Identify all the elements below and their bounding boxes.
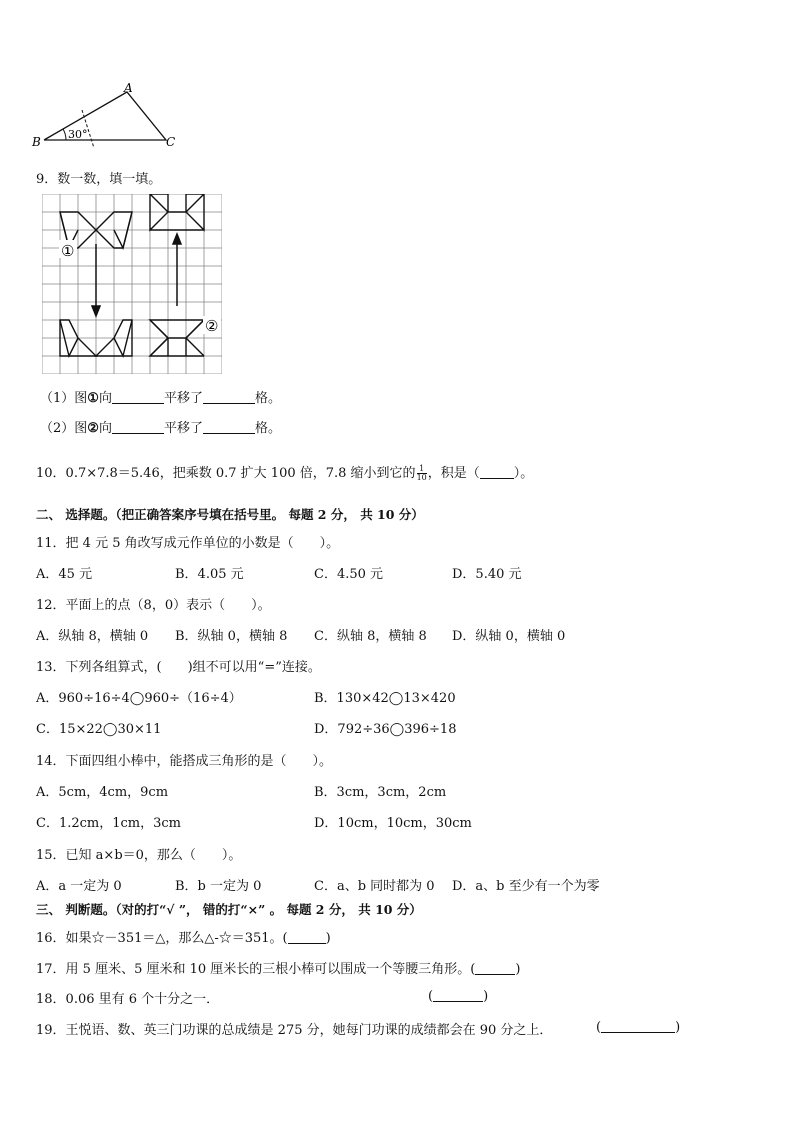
q11-option-c[interactable]: C．4.50 元: [314, 567, 384, 582]
figure-1-label: ①: [61, 242, 75, 260]
q15-option-a[interactable]: A．a 一定为 0: [36, 879, 122, 894]
q14-option-d[interactable]: D．10cm，10cm，30cm: [314, 816, 472, 831]
q18-prompt: 18．0.06 里有 6 个十分之一．: [36, 992, 220, 1007]
q17-prompt: 17．用 5 厘米、5 厘米和 10 厘米长的三根小棒可以围成一个等腰三角形。( ): [36, 962, 521, 977]
q11-option-d[interactable]: D．5.40 元: [452, 567, 522, 582]
q16-prompt: 16．如果☆－351＝△，那么△-☆＝351。( ): [36, 931, 331, 946]
q10-prompt: 10．0.7×7.8＝5.46，把乘数 0.7 扩大 100 倍，7.8 缩小到它的 $\frac{1}{10}$ ，积是（ ）。: [36, 464, 534, 482]
q12-option-a[interactable]: A．纵轴 8，横轴 0: [36, 629, 149, 644]
q15-prompt: 15．已知 a×b＝0，那么（ ）。: [36, 848, 242, 863]
q14-option-b[interactable]: B．3cm，3cm，2cm: [314, 785, 447, 800]
q11-option-b[interactable]: B．4.05 元: [175, 567, 244, 582]
figure-2-label: ②: [205, 317, 219, 335]
q18-answer: ( ): [428, 989, 489, 1004]
vertex-label-b: B: [32, 135, 41, 149]
q14-option-c[interactable]: C．1.2cm，1cm，3cm: [36, 816, 181, 831]
q9-sub2-direction-blank[interactable]: [112, 420, 164, 434]
q19-answer-blank[interactable]: [601, 1019, 675, 1033]
q9-sub1-distance-blank[interactable]: [203, 390, 255, 404]
q9-sub2: （2）图②向 平移了 格。: [40, 421, 281, 436]
circle-2-label: ②: [87, 421, 99, 436]
arrow-up: [173, 234, 181, 306]
q11-prompt: 11．把 4 元 5 角改写成元作单位的小数是（ ）。: [36, 536, 340, 551]
section3-title: 三、 判断题。（对的打“√ ”， 错的打“×” 。 每题 2 分， 共 10 分）: [36, 902, 422, 917]
q12-prompt: 12．平面上的点（8，0）表示（ ）。: [36, 598, 271, 613]
q13-option-a[interactable]: A．960÷16÷4◯960÷（16÷4）: [36, 691, 242, 706]
q12-option-b[interactable]: B．纵轴 0，横轴 8: [175, 629, 288, 644]
q17-answer-blank[interactable]: [475, 961, 515, 975]
q15-option-c[interactable]: C．a、b 同时都为 0: [314, 879, 435, 894]
q12-option-d[interactable]: D．纵轴 0，横轴 0: [452, 629, 566, 644]
q9-sub1: （1）图①向 平移了 格。: [40, 391, 281, 406]
q13-option-b[interactable]: B．130×42◯13×420: [314, 691, 456, 706]
q9-text: 数一数，填一填。: [57, 172, 162, 187]
angle-label: 30°: [68, 128, 88, 141]
q14-prompt: 14．下面四组小棒中，能搭成三角形的是（ ）。: [36, 754, 333, 769]
q9-sub2-distance-blank[interactable]: [203, 420, 255, 434]
q19-prompt: 19．王悦语、数、英三门功课的总成绩是 275 分，她每门功课的成绩都会在 90 分之上．: [36, 1023, 553, 1038]
q16-answer-blank[interactable]: [288, 930, 326, 944]
q13-option-c[interactable]: C．15×22◯30×11: [36, 722, 162, 737]
q13-prompt: 13．下列各组算式，( )组不可以用“=”连接。: [36, 660, 321, 675]
q9-prompt: [36, 168, 161, 187]
q18-answer-blank[interactable]: [433, 988, 483, 1002]
q14-option-a[interactable]: A．5cm，4cm，9cm: [36, 785, 169, 800]
fraction-one-tenth: $\frac{1}{10}$: [416, 464, 427, 482]
q11-option-a[interactable]: A．45 元: [36, 567, 93, 582]
translation-grid-figure: [42, 194, 222, 374]
q15-option-d[interactable]: D．a、b 至少有一个为零: [452, 879, 600, 894]
q9-sub1-direction-blank[interactable]: [112, 390, 164, 404]
q13-option-d[interactable]: D．792÷36◯396÷18: [314, 722, 457, 737]
triangle-figure: [30, 80, 190, 152]
vertex-label-a: A: [124, 81, 133, 95]
arrow-down: [92, 244, 100, 316]
circle-1-label: ①: [87, 391, 99, 406]
vertex-label-c: C: [166, 135, 176, 149]
q15-option-b[interactable]: B．b 一定为 0: [175, 879, 262, 894]
q9-number: 9．: [36, 172, 58, 187]
q12-option-c[interactable]: C．纵轴 8，横轴 8: [314, 629, 427, 644]
section2-title: 二、 选择题。（把正确答案序号填在括号里。 每题 2 分， 共 10 分）: [36, 507, 424, 522]
q19-answer: ( ): [596, 1020, 681, 1035]
triangle-outline: [44, 92, 166, 140]
angle-arc: [63, 129, 66, 140]
q10-answer-blank[interactable]: [480, 465, 514, 479]
